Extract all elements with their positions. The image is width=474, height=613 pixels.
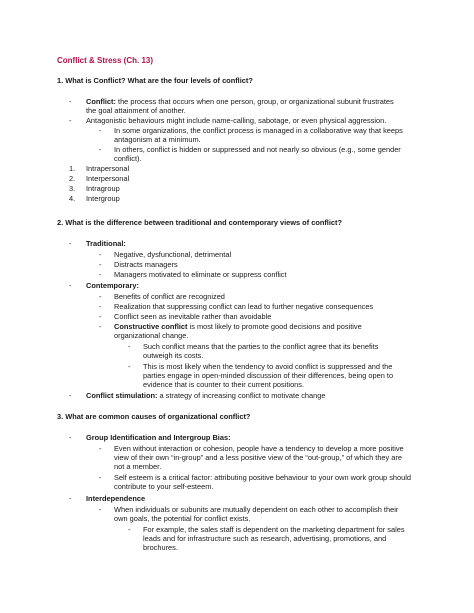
constructive-text-2: organizational change.	[114, 331, 189, 340]
conflict-term: Conflict:	[86, 97, 116, 106]
constructive-text: is most likely to promote good decisions and positive	[187, 322, 362, 331]
bullet-dash: -	[69, 239, 72, 248]
sub-bullet-text: antagonism at a minimum.	[114, 135, 201, 144]
bullet-dash: -	[99, 270, 102, 279]
bullet-dash: -	[128, 342, 131, 351]
constructive-conflict	[114, 322, 362, 331]
bullet-dash: -	[69, 97, 72, 106]
antagonistic-behaviours: Antagonistic behaviours might include name-calling, sabotage, or even physical aggression.	[86, 116, 387, 125]
stimulation-text: a strategy of increasing conflict to motivate change	[157, 391, 326, 400]
conflict-def-text-2: the goal attainment of another.	[86, 106, 186, 115]
contemporary-label: Contemporary:	[86, 281, 139, 290]
level-number: 4.	[69, 194, 76, 203]
traditional-item: Managers motivated to eliminate or suppress conflict	[114, 270, 287, 279]
bullet-dash: -	[69, 281, 72, 290]
sub-sub-bullet-text: brochures.	[143, 543, 178, 552]
constructive-term: Constructive conflict	[114, 322, 188, 331]
question-2-heading: 2. What is the difference between traditional and contemporary views of conflict?	[57, 218, 343, 227]
bullet-dash: -	[128, 362, 131, 371]
sub-bullet-text: contribute to your self-esteem.	[114, 482, 214, 491]
bullet-dash: -	[99, 292, 102, 301]
sub-bullet-text: view of their own “in-group” and a less positive view of the “out-group,” of which they are	[114, 453, 402, 462]
bullet-dash: -	[99, 444, 102, 453]
bullet-dash: -	[69, 391, 72, 400]
bullet-dash: -	[99, 312, 102, 321]
stimulation-term: Conflict stimulation:	[86, 391, 158, 400]
bullet-dash: -	[99, 250, 102, 259]
level-item: Intergroup	[86, 194, 120, 203]
bullet-dash: -	[99, 505, 102, 514]
conflict-stimulation	[86, 391, 325, 400]
level-number: 3.	[69, 184, 76, 193]
sub-sub-bullet-text: evidence that is counter to their current positions.	[143, 380, 305, 389]
level-number: 1.	[69, 164, 76, 173]
bullet-dash: -	[69, 494, 72, 503]
sub-sub-bullet-text: Such conflict means that the parties to the conflict agree that its benefits	[143, 342, 379, 351]
contemporary-item: Conflict seen as inevitable rather than avoidable	[114, 312, 272, 321]
bullet-dash: -	[99, 322, 102, 331]
bullet-dash: -	[99, 126, 102, 135]
conflict-definition	[86, 97, 394, 106]
sub-bullet-text: Even without interaction or cohesion, people have a tendency to develop a more positive	[114, 444, 404, 453]
traditional-item: Negative, dysfunctional, detrimental	[114, 250, 232, 259]
bullet-dash: -	[99, 473, 102, 482]
bullet-dash: -	[69, 116, 72, 125]
question-1-heading: 1. What is Conflict? What are the four levels of conflict?	[57, 76, 253, 85]
sub-bullet-text: own goals, the potential for conflict exists.	[114, 514, 251, 523]
sub-bullet-text: When individuals or subunits are mutually dependent on each other to accomplish their	[114, 505, 399, 514]
level-item: Intragroup	[86, 184, 120, 193]
question-3-heading: 3. What are common causes of organizational conflict?	[57, 412, 251, 421]
sub-sub-bullet-text: leads and for infrastructure such as research, advertising, promotions, and	[143, 534, 387, 543]
traditional-item: Distracts managers	[114, 260, 178, 269]
sub-sub-bullet-text: For example, the sales staff is dependent on the marketing department for sales	[143, 525, 405, 534]
sub-sub-bullet-text: outweigh its costs.	[143, 351, 204, 360]
sub-bullet-text: conflict).	[114, 154, 142, 163]
sub-sub-bullet-text: This is most likely when the tendency to avoid conflict is suppressed and the	[143, 362, 393, 371]
sub-bullet-text: In some organizations, the conflict process is managed in a collaborative way that keeps	[114, 126, 403, 135]
bullet-dash: -	[99, 145, 102, 154]
interdependence-label: Interdependence	[86, 494, 146, 503]
contemporary-item: Benefits of conflict are recognized	[114, 292, 225, 301]
sub-bullet-text: not a member.	[114, 462, 162, 471]
traditional-label: Traditional:	[86, 239, 126, 248]
conflict-def-text: the process that occurs when one person, group, or organizational subunit frustrates	[115, 97, 394, 106]
level-item: Intrapersonal	[86, 164, 130, 173]
level-number: 2.	[69, 174, 76, 183]
document-title: Conflict & Stress (Ch. 13)	[57, 56, 154, 65]
group-identification-label: Group Identification and Intergroup Bias:	[86, 433, 231, 442]
bullet-dash: -	[69, 433, 72, 442]
contemporary-item: Realization that suppressing conflict can lead to further negative consequences	[114, 302, 374, 311]
sub-sub-bullet-text: parties engage in open-minded discussion of their differences, being open to	[143, 371, 394, 380]
bullet-dash: -	[99, 260, 102, 269]
sub-bullet-text: Self esteem is a critical factor: attributing positive behaviour to your own work group should	[114, 473, 412, 482]
bullet-dash: -	[99, 302, 102, 311]
level-item: Interpersonal	[86, 174, 130, 183]
sub-bullet-text: In others, conflict is hidden or suppressed and not nearly so obvious (e.g., some gender	[114, 145, 401, 154]
bullet-dash: -	[128, 525, 131, 534]
